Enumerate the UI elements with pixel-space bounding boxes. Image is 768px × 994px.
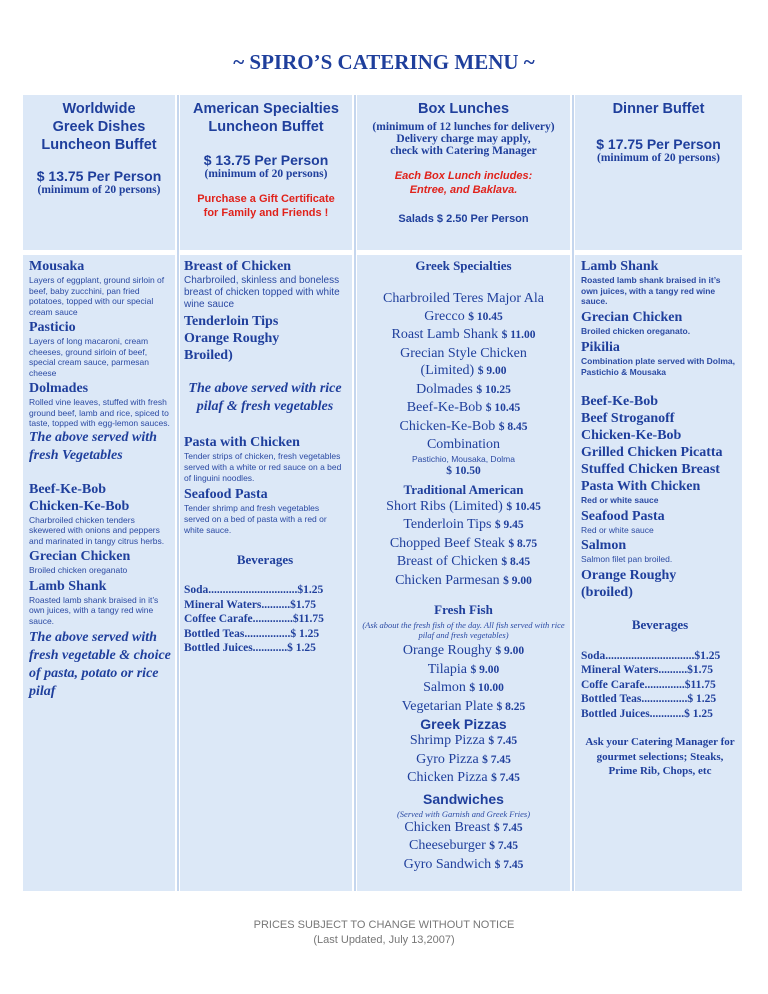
header-name: Greek Dishes: [52, 119, 146, 135]
header-price: $ 13.75 Per Person: [36, 168, 162, 184]
item-description: Broiled chicken oreganato.: [581, 325, 691, 336]
menu-item: [357, 535, 570, 554]
menu-item: [357, 362, 570, 381]
item-description: Tender shrimp and fresh vegetables served on a bed of pasta with a red or white sauce.: [184, 503, 327, 535]
item-description: Charbroiled chicken tenders skewered with onions and peppers and marinated in tangy citrus herbs.: [29, 514, 165, 546]
header-minimum: (minimum of 12 lunches for delivery): [372, 121, 555, 133]
section-title: Traditional American: [403, 481, 524, 497]
menu-item: [357, 642, 570, 661]
item-price: $ 10.00: [469, 682, 504, 694]
item-price: $ 10.45: [485, 402, 521, 414]
header-price: $ 17.75 Per Person: [596, 136, 721, 152]
item-name: Chopped Beef Steak: [389, 535, 505, 551]
header-name: Worldwide: [62, 101, 136, 117]
item-description: Rolled vine leaves, stuffed with fresh ground beef, lamb and rice, spiced to taste, topped with egg-lemon sauces.: [29, 397, 170, 428]
delivery-note: check with Catering Manager: [390, 145, 537, 157]
beverage-item: Bottled Juices............$ 1.25: [184, 642, 316, 654]
menu-item: [357, 436, 570, 454]
dinner-items-list: [581, 393, 739, 495]
menu-item: Chicken-Ke-Bob: [29, 498, 130, 514]
delivery-note: Delivery charge may apply,: [396, 133, 531, 145]
beverage-item: Mineral Waters..........$1.75: [184, 598, 317, 611]
section-title: Sandwiches: [423, 790, 504, 807]
header-minimum: (minimum of 20 persons): [204, 168, 328, 180]
header-name: American Specialties: [193, 101, 339, 117]
item-price: $ 8.45: [498, 420, 528, 433]
column-american: [184, 258, 346, 656]
salads-price: Salads $ 2.50 Per Person: [398, 213, 529, 225]
beverage-item: Bottled Teas................$ 1.25: [581, 693, 717, 705]
header-price: $ 13.75 Per Person: [203, 152, 329, 168]
item-name: Orange Roughy: [402, 643, 492, 658]
menu-item: Beef-Ke-Bob: [581, 394, 658, 409]
menu-item: Chicken-Ke-Bob: [581, 428, 682, 443]
header-box-lunches: [357, 100, 570, 225]
column-worldwide: [29, 258, 173, 701]
section-title: Fresh Fish: [434, 602, 493, 617]
item-name: Salmon: [423, 680, 466, 695]
beverages-title: Beverages: [236, 552, 294, 567]
item-name: Roast Lamb Shank: [391, 327, 499, 342]
item-description: Roasted lamb shank braised in it’s own juices, with a tangy red wine sauce.: [581, 275, 721, 306]
item-price: $ 11.00: [501, 329, 536, 341]
item-description: Salmon filet pan broiled.: [581, 554, 673, 564]
beverages-title: Beverages: [631, 616, 689, 632]
menu-item: [357, 418, 570, 437]
item-name: Gyro Sandwich: [403, 856, 492, 872]
item-name: Chicken Pizza: [407, 770, 488, 785]
greek-specialties-list: [357, 290, 570, 478]
fresh-fish-note: (Ask about the fresh fish of the day. All fish served with rice pilaf and fresh vegetables): [362, 620, 565, 640]
item-name: Dolmades: [416, 381, 473, 397]
last-updated: (Last Updated, July 13,2007): [313, 934, 455, 946]
menu-item: [357, 572, 570, 591]
section-title: Greek Specialties: [415, 258, 512, 273]
menu-item: [357, 498, 570, 517]
menu-item: [357, 732, 570, 751]
served-note: The above served with fresh vegetable & choice of pasta, potato or rice pilaf: [29, 630, 171, 699]
fresh-fish-list: [357, 642, 570, 716]
menu-item: Stuffed Chicken Breast: [581, 462, 720, 477]
sandwiches-note: (Served with Garnish and Greek Fries): [396, 808, 531, 819]
traditional-american-list: [357, 498, 570, 591]
column-dinner-buffet: [581, 258, 739, 779]
gourmet-selections-note: Ask your Catering Manager for gourmet selections; Steaks, Prime Rib, Chops, etc: [585, 736, 735, 777]
item-description: Red or white sauce: [581, 524, 654, 535]
column-divider-3: [570, 95, 575, 891]
header-dinner-buffet: [575, 100, 742, 164]
menu-item: [357, 769, 570, 788]
item-description: Broiled chicken oreganato: [29, 565, 128, 575]
item-description: Combination plate served with Dolma, Pastichio & Mousaka: [581, 356, 735, 377]
menu-item: Grecian Chicken: [581, 309, 683, 325]
item-price: $ 7.45: [494, 858, 524, 871]
menu-item: [357, 516, 570, 535]
item-price: $ 7.45: [482, 753, 511, 766]
item-name: Chicken-Ke-Bob: [399, 418, 496, 434]
item-description: Charbroiled, skinless and boneless breast of chicken topped with white wine sauce: [184, 275, 340, 310]
menu-item: Grecian Chicken: [29, 549, 131, 564]
menu-item: Beef Stroganoff: [581, 411, 675, 426]
menu-item: [357, 751, 570, 770]
item-description: Roasted lamb shank braised in it’s own juices, with a tangy red wine sauce.: [29, 594, 159, 626]
box-lunch-includes: Entree, and Baklava.: [409, 184, 518, 196]
item-name: Vegetarian Plate: [401, 698, 494, 714]
menu-item: Dolmades: [29, 381, 89, 396]
gift-certificate-promo: for Family and Friends !: [203, 207, 329, 219]
menu-item: [357, 290, 570, 308]
served-note: The above served with rice pilaf & fresh vegetables: [188, 381, 342, 414]
item-price: $ 9.45: [494, 519, 524, 531]
menu-item: [357, 399, 570, 418]
menu-item: [357, 661, 570, 680]
item-name: Cheeseburger: [409, 838, 486, 853]
menu-item: Beef-Ke-Bob: [29, 481, 106, 497]
item-price: $ 10.45: [468, 310, 503, 323]
served-note: The above served with fresh Vegetables: [29, 429, 157, 463]
box-lunch-includes: Each Box Lunch includes:: [394, 170, 533, 182]
header-minimum: (minimum of 20 persons): [597, 152, 720, 164]
combination-note: Pastichio, Mousaka, Dolma: [412, 453, 515, 464]
menu-item: Salmon: [581, 538, 627, 553]
item-price: $ 9.00: [495, 645, 525, 657]
item-name: Combination: [426, 437, 501, 452]
menu-item: Pasta with Chicken: [184, 435, 300, 450]
menu-item: Broiled): [184, 348, 233, 363]
menu-item: Lamb Shank: [29, 578, 107, 594]
item-name: Grecian Style Chicken: [400, 345, 527, 361]
beverage-item: Bottled Juices............$ 1.25: [581, 707, 713, 720]
item-price: $ 9.00: [470, 663, 500, 676]
greek-pizzas-list: [357, 732, 570, 788]
menu-item: Mousaka: [29, 259, 85, 274]
menu-item: Pasta With Chicken: [581, 479, 701, 494]
beverages-list: [184, 583, 346, 656]
menu-item: [357, 326, 570, 345]
item-price: $ 10.50: [446, 464, 481, 477]
menu-item: Pasticio: [29, 320, 76, 335]
menu-item: Seafood Pasta: [581, 508, 665, 524]
menu-item: [357, 308, 570, 327]
beverage-item: Coffe Carafe..............$11.75: [581, 678, 716, 691]
item-name: Grecco: [424, 308, 465, 324]
item-name: Tenderloin Tips: [403, 517, 492, 532]
beverage-item: Soda...............................$1.25: [581, 649, 721, 662]
beverages-list: [581, 649, 739, 722]
menu-item: [357, 345, 570, 363]
item-price: $ 7.45: [493, 821, 523, 834]
column-box-lunches: [357, 258, 570, 874]
item-name: (Limited): [420, 363, 475, 378]
item-price: $ 10.25: [476, 383, 511, 396]
item-description: Layers of eggplant, ground sirloin of beef, baby zucchini, pan fried potatoes, topped with our special cream sauce: [29, 275, 165, 317]
item-price: $ 7.45: [491, 772, 520, 784]
item-name: Breast of Chicken: [396, 554, 498, 569]
header-name: Luncheon Buffet: [41, 137, 157, 153]
item-price: $ 8.25: [496, 700, 526, 713]
menu-item: Tenderloin Tips: [184, 314, 279, 329]
beverage-item: Mineral Waters..........$1.75: [581, 664, 714, 676]
beverage-item: Coffee Carafe..............$11.75: [184, 613, 324, 625]
item-name: Charbroiled Teres Major Ala: [383, 291, 544, 306]
menu-item: [357, 698, 570, 717]
menu-item: Pikilia: [581, 340, 620, 355]
item-name: Beef-Ke-Bob: [406, 400, 483, 415]
menu-item: Orange Roughy: [184, 331, 280, 346]
menu-item: Seafood Pasta: [184, 487, 268, 502]
item-price: $ 8.75: [508, 537, 538, 550]
menu-item: [357, 837, 570, 856]
header-name: Box Lunches: [417, 101, 510, 117]
item-name: Gyro Pizza: [416, 751, 479, 767]
sandwiches-list: [357, 819, 570, 875]
menu-item: [357, 381, 570, 400]
section-title: Greek Pizzas: [420, 716, 507, 732]
header-american: [180, 100, 352, 220]
header-worldwide: [23, 100, 175, 196]
header-name: Luncheon Buffet: [208, 119, 324, 135]
item-price: $ 7.45: [488, 735, 518, 747]
item-description: Tender strips of chicken, fresh vegetables served with a white or red sauce on a bed of linguini noodles.: [184, 451, 342, 483]
item-price: $ 8.45: [501, 556, 531, 568]
header-minimum: (minimum of 20 persons): [37, 184, 161, 196]
page-title: ~ SPIRO’S CATERING MENU ~: [233, 50, 535, 74]
price-disclaimer: PRICES SUBJECT TO CHANGE WITHOUT NOTICE: [253, 919, 515, 931]
menu-item: Breast of Chicken: [184, 259, 292, 274]
menu-item: [357, 553, 570, 572]
item-description: Red or white sauce: [581, 495, 659, 505]
item-price: $ 7.45: [489, 840, 518, 852]
item-name: Chicken Breast: [404, 819, 491, 835]
item-price: $ 9.00: [477, 365, 507, 377]
item-description: Layers of long macaroni, cream cheeses, ground sirloin of beef, special cream sauce, parmesan cheese: [29, 336, 150, 378]
beverage-item: Bottled Teas................$ 1.25: [184, 627, 320, 640]
item-price: $ 10.45: [506, 500, 541, 513]
footer: [0, 918, 768, 948]
menu-item: [357, 679, 570, 698]
item-name: Tilapia: [427, 661, 467, 677]
gift-certificate-promo: Purchase a Gift Certificate: [197, 193, 335, 205]
beverage-item: Soda...............................$1.25: [184, 584, 324, 596]
menu-item: Lamb Shank: [581, 259, 659, 274]
header-divider: [23, 250, 742, 255]
menu-item: Orange Roughy (broiled): [581, 567, 677, 600]
menu-item: [357, 856, 570, 875]
header-name: Dinner Buffet: [612, 101, 705, 117]
menu-item: Grilled Chicken Picatta: [581, 445, 723, 460]
menu-item: [357, 819, 570, 838]
item-name: Shrimp Pizza: [409, 733, 485, 748]
item-price: $ 9.00: [503, 574, 532, 587]
item-name: Short Ribs (Limited): [386, 498, 503, 514]
item-name: Chicken Parmesan: [395, 572, 500, 588]
